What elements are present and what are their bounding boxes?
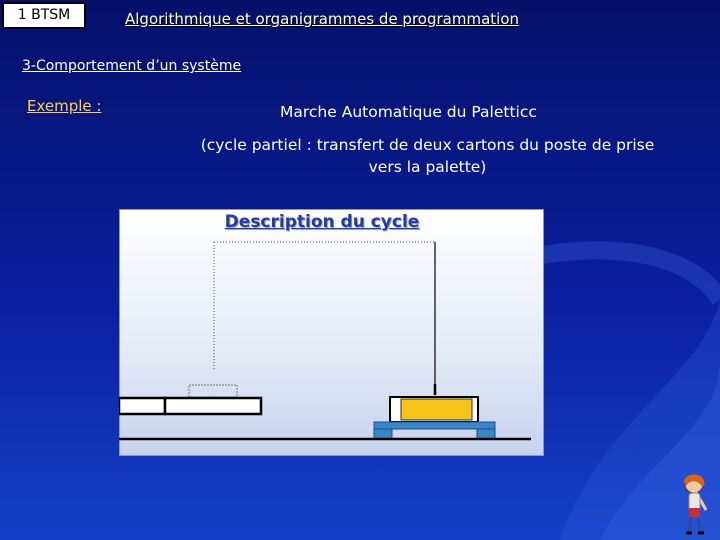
section-title: 3-Comportement d’un système xyxy=(22,58,242,74)
carton xyxy=(401,399,472,420)
course-title: Algorithmique et organigrammes de programmation xyxy=(125,10,519,28)
subtitle-line-2: vers la palette) xyxy=(368,158,487,176)
palette-base xyxy=(374,422,495,429)
cycle-diagram xyxy=(119,209,544,456)
example-label: Exemple : xyxy=(27,97,102,115)
pickup-zone xyxy=(189,385,237,397)
example-subtitle xyxy=(150,134,705,178)
cartoon-character-icon xyxy=(676,470,720,540)
palette-foot-right xyxy=(477,429,495,439)
diagram-title: Description du cycle xyxy=(224,212,420,232)
conveyor-segment-2 xyxy=(165,398,261,414)
example-title: Marche Automatique du Paletticc xyxy=(280,103,537,121)
class-badge: 1 BTSM xyxy=(2,2,86,29)
palette-foot-left xyxy=(374,429,392,439)
conveyor-segment-1 xyxy=(119,398,165,414)
subtitle-line-1: (cycle partiel : transfert de deux cartons du poste de prise xyxy=(200,136,655,154)
